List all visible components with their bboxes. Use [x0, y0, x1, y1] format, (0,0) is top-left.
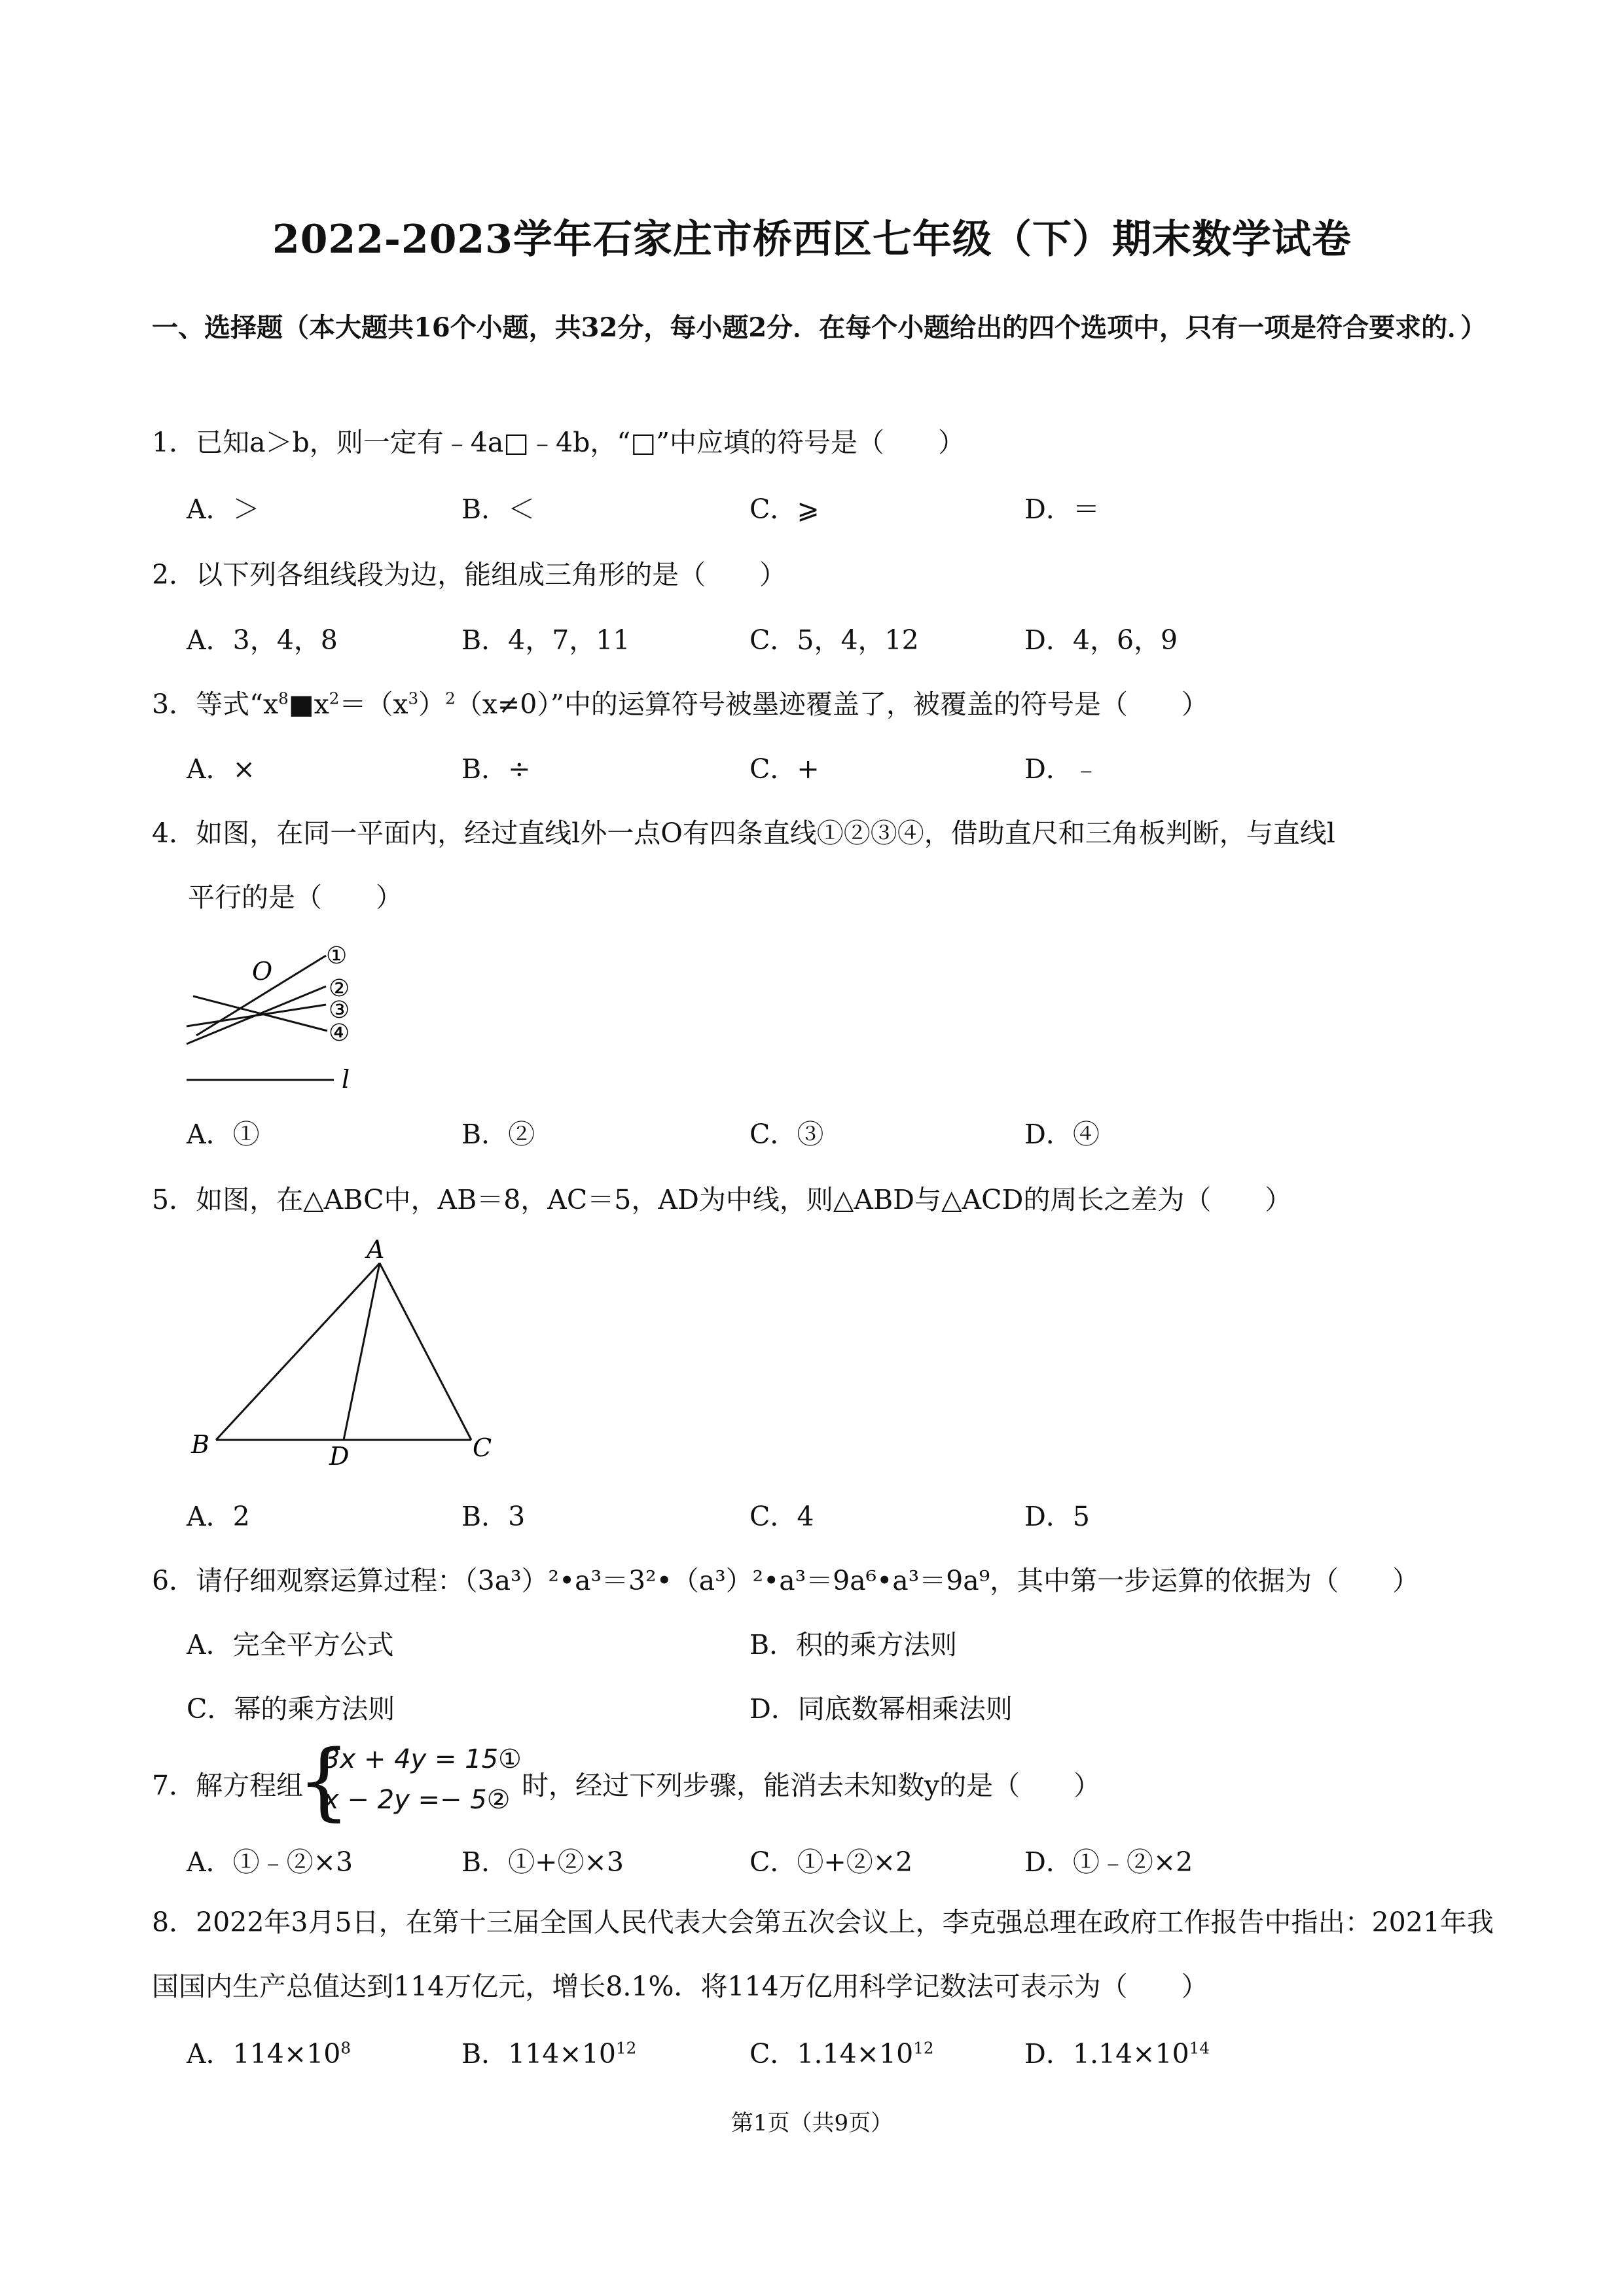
- q3-text-a: 3．等式“x: [152, 689, 279, 720]
- q3-sup-3: 3: [408, 689, 419, 708]
- q8-option-b-base: B．114×10: [461, 2038, 616, 2070]
- question-6-stem: 6．请仔细观察运算过程：（3a³）²•a³＝3²•（a³）²•a³＝9a⁶•a³＝9a⁹，其中第一步运算的依据为（ ）: [152, 1565, 1420, 1596]
- q7-option-c[interactable]: C．①+②×2: [749, 1846, 913, 1878]
- q8-option-a[interactable]: [187, 2032, 351, 2071]
- q4-label-1: ①: [326, 942, 348, 969]
- q3-option-b[interactable]: B．÷: [461, 753, 531, 785]
- q8-option-d-exp: 14: [1189, 2038, 1210, 2058]
- q2-option-b[interactable]: B．4，7，11: [461, 624, 630, 656]
- q5-side-ab: [216, 1263, 380, 1440]
- q5-figure: [183, 1230, 511, 1473]
- q8-option-b[interactable]: [461, 2032, 636, 2071]
- q4-line-label-l: l: [342, 1065, 350, 1094]
- page-footer: 第1页（共9页）: [731, 2110, 893, 2136]
- page-title: 2022-2023学年石家庄市桥西区七年级（下）期末数学试卷: [272, 217, 1352, 262]
- q7-equation-2: x − 2y =− 5②: [323, 1785, 511, 1815]
- q6-option-d[interactable]: D．同底数幂相乘法则: [749, 1693, 1013, 1725]
- q3-sup-8: 8: [278, 689, 289, 708]
- q3-sup-2: 2: [329, 689, 340, 708]
- q7-brace: {: [297, 1732, 351, 1830]
- q2-option-a[interactable]: A．3，4，8: [187, 624, 338, 656]
- q7-option-a[interactable]: A．①﹣②×3: [187, 1846, 353, 1878]
- q3-text-d: （x≠0）”中的运算符号被墨迹覆盖了，被覆盖的符号是（ ）: [455, 689, 1208, 720]
- q8-option-a-exp: 8: [340, 2038, 352, 2058]
- q2-option-d[interactable]: D．4，6，9: [1024, 624, 1178, 656]
- q5-option-a[interactable]: A．2: [187, 1501, 250, 1532]
- question-4-stem-line2: 平行的是（ ）: [188, 882, 403, 913]
- q1-option-c[interactable]: C．⩾: [749, 493, 820, 525]
- q7-tail: 时，经过下列步骤，能消去未知数y的是（ ）: [522, 1770, 1101, 1801]
- q8-option-b-exp: 12: [615, 2038, 637, 2058]
- q7-lead: 7．解方程组: [152, 1770, 304, 1801]
- q3-sup-2b: 2: [445, 689, 456, 708]
- q3-option-d[interactable]: D．﹣: [1024, 753, 1100, 785]
- question-5-stem: 5．如图，在△ABC中，AB＝8，AC＝5，AD为中线，则△ABD与△ACD的周长之差为（ ）: [152, 1184, 1292, 1215]
- q2-option-c[interactable]: C．5，4，12: [749, 624, 919, 656]
- question-3-stem: [152, 683, 1208, 721]
- q8-option-a-base: A．114×10: [187, 2038, 341, 2070]
- q3-text-b: ＝（x: [339, 689, 408, 720]
- question-4-stem-line1: 4．如图，在同一平面内，经过直线l外一点O有四条直线①②③④，借助直尺和三角板判断，与直线l: [152, 817, 1335, 849]
- q5-vertex-b: B: [191, 1430, 209, 1459]
- q8-option-c-base: C．1.14×10: [749, 2038, 914, 2070]
- q5-side-ac: [380, 1263, 471, 1440]
- q5-median-ad: [344, 1263, 380, 1440]
- q3-text-c: ）: [418, 689, 446, 720]
- q3-option-a[interactable]: A．×: [187, 753, 255, 785]
- q4-point-o: O: [252, 957, 273, 986]
- section-heading: 一、选择题（本大题共16个小题，共32分，每小题2分．在每个小题给出的四个选项中，只有一项是符合要求的．）: [152, 312, 1487, 343]
- q8-option-d-base: D．1.14×10: [1024, 2038, 1189, 2070]
- question-1-stem: 1．已知a＞b，则一定有﹣4a□﹣4b，“□”中应填的符号是（ ）: [152, 427, 965, 458]
- q5-vertex-a: A: [367, 1235, 385, 1264]
- q1-option-b[interactable]: B．＜: [461, 493, 535, 525]
- q7-equation-1: 3x + 4y = 15①: [323, 1744, 522, 1774]
- q5-option-b[interactable]: B．3: [461, 1501, 526, 1532]
- q4-label-2: ②: [329, 975, 350, 1002]
- q6-option-a[interactable]: A．完全平方公式: [187, 1629, 394, 1660]
- q4-option-a[interactable]: A．①: [187, 1119, 260, 1150]
- q1-option-a[interactable]: A．＞: [187, 493, 260, 525]
- q5-option-c[interactable]: C．4: [749, 1501, 814, 1532]
- q6-option-b[interactable]: B．积的乘方法则: [749, 1629, 958, 1660]
- question-8-stem: 8．2022年3月5日，在第十三届全国人民代表大会第五次会议上，李克强总理在政府工作报告中指出：2021年我国国内生产总值达到114万亿元，增长8.1%．将114万亿用科学记数法可表示为（ ）: [152, 1907, 1494, 2002]
- q3-text-mid: ■x: [288, 689, 329, 720]
- q4-option-c[interactable]: C．③: [749, 1119, 824, 1150]
- q8-option-d[interactable]: [1024, 2032, 1210, 2071]
- q4-label-4: ④: [329, 1020, 350, 1047]
- q5-vertex-c: C: [473, 1433, 492, 1462]
- q4-option-b[interactable]: B．②: [461, 1119, 535, 1150]
- question-2-stem: 2．以下列各组线段为边，能组成三角形的是（ ）: [152, 559, 787, 590]
- q8-option-c-exp: 12: [913, 2038, 934, 2058]
- q8-option-c[interactable]: [749, 2032, 933, 2071]
- q6-option-c[interactable]: C．幂的乘方法则: [187, 1693, 395, 1725]
- q5-point-d: D: [329, 1442, 350, 1471]
- q5-option-d[interactable]: D．5: [1024, 1501, 1090, 1532]
- q7-option-d[interactable]: D．①﹣②×2: [1024, 1846, 1193, 1878]
- q3-option-c[interactable]: C．+: [749, 753, 820, 785]
- q1-option-d[interactable]: D．＝: [1024, 493, 1100, 525]
- q4-label-3: ③: [329, 997, 350, 1024]
- q4-figure: [177, 923, 386, 1100]
- q4-option-d[interactable]: D．④: [1024, 1119, 1100, 1150]
- q4-line-3: [187, 1005, 326, 1026]
- q7-option-b[interactable]: B．①+②×3: [461, 1846, 624, 1878]
